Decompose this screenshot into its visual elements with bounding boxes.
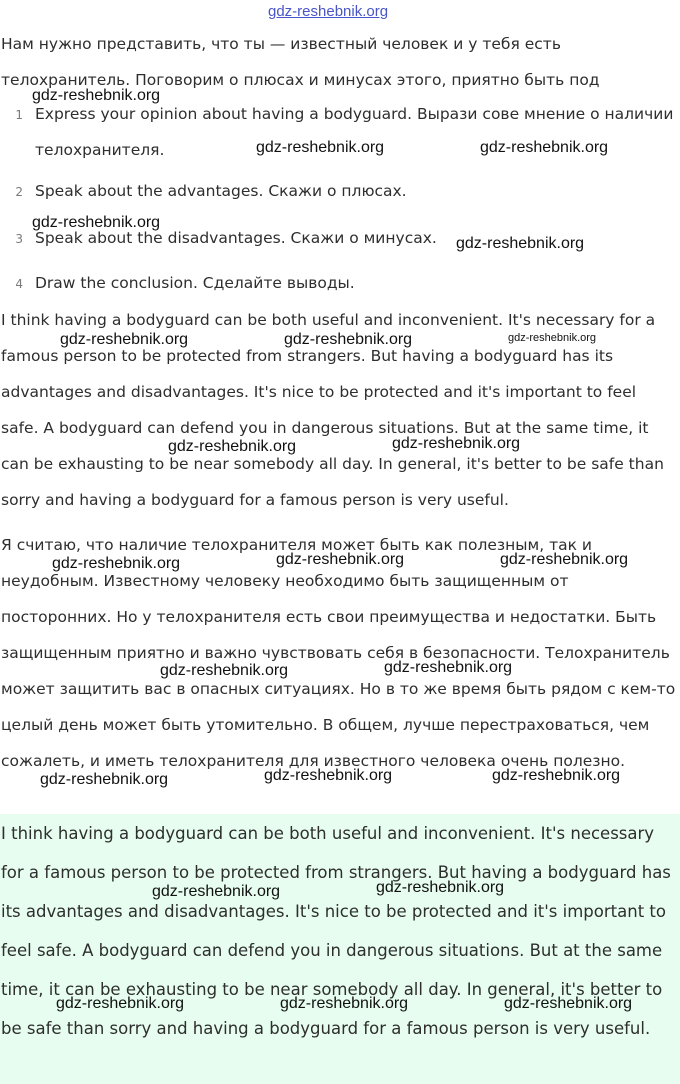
watermark: gdz-reshebnik.org: [256, 139, 385, 156]
task-number: 4: [15, 277, 23, 291]
watermark: gdz-reshebnik.org: [480, 139, 609, 156]
watermark: gdz-reshebnik.org: [280, 995, 409, 1012]
task-text: Express your opinion about having a bodyguard. Вырази сове мнение о наличии телохранителя.: [35, 105, 674, 159]
task-number: 3: [15, 232, 23, 246]
site-link[interactable]: gdz-reshebnik.org: [268, 3, 389, 20]
watermark: gdz-reshebnik.org: [56, 995, 185, 1012]
answer-russian: Я считаю, что наличие телохранителя может быть как полезным, так и неудобным. Известному человеку необходимо быть защищенным от посторонних. Но у телохранителя есть свои преимущества и недостатки. Быть защищенным приятно и важно чувствовать себя в безопасности. Телохранитель может защитить вас в опасных ситуациях. Но в то же время быть рядом с кем-то целый день может быть утомительно. В общем, лучше перестраховаться, чем сожалеть, и иметь телохранителя для известного человека очень полезно.: [1, 536, 676, 770]
watermark: gdz-reshebnik.org: [264, 767, 393, 784]
watermark: gdz-reshebnik.org: [32, 214, 161, 231]
watermark: gdz-reshebnik.org: [376, 879, 505, 896]
intro-text: Нам нужно представить, что ты — известный человек и у тебя есть телохранитель. Поговорим о плюсах и минусах этого, приятно быть под: [1, 35, 600, 89]
watermark: gdz-reshebnik.org: [384, 659, 513, 676]
watermark: gdz-reshebnik.org: [160, 662, 289, 679]
watermark: gdz-reshebnik.org: [168, 438, 297, 455]
watermark: gdz-reshebnik.org: [504, 995, 633, 1012]
task-text: Speak about the disadvantages. Скажи о минусах.: [35, 229, 437, 247]
watermark: gdz-reshebnik.org: [152, 883, 281, 900]
task-number: 1: [15, 108, 23, 122]
watermark: gdz-reshebnik.org: [508, 332, 597, 344]
watermark: gdz-reshebnik.org: [60, 331, 189, 348]
task-item: [0, 265, 680, 302]
task-item: [0, 173, 680, 210]
task-text: Speak about the advantages. Скажи о плюсах.: [35, 182, 407, 200]
watermark: gdz-reshebnik.org: [52, 555, 181, 572]
task-text: Draw the conclusion. Сделайте выводы.: [35, 274, 355, 292]
watermark: gdz-reshebnik.org: [500, 551, 629, 568]
task-list: [0, 96, 680, 302]
highlighted-answer-text: I think having a bodyguard can be both useful and inconvenient. It's necessary for a famous person to be protected from strangers. But having a bodyguard has its advantages and disadvantages. It's nice to be protected and it's important to feel safe. A bodyguard can defend you in dangerous situations. But at the same time, it can be exhausting to be near somebody all day. In general, it's better to be safe than sorry and having a bodyguard for a famous person is very useful.: [1, 824, 671, 1038]
watermark: gdz-reshebnik.org: [276, 551, 405, 568]
watermark: gdz-reshebnik.org: [456, 235, 585, 252]
highlighted-answer-box: [0, 814, 680, 1084]
watermark: gdz-reshebnik.org: [284, 331, 413, 348]
task-item: [0, 96, 680, 168]
watermark: gdz-reshebnik.org: [40, 771, 169, 788]
task-number: 2: [15, 185, 23, 199]
watermark: gdz-reshebnik.org: [32, 87, 161, 104]
watermark: gdz-reshebnik.org: [392, 435, 521, 452]
watermark: gdz-reshebnik.org: [492, 767, 621, 784]
answer-english: I think having a bodyguard can be both useful and inconvenient. It's necessary for a famous person to be protected from strangers. But having a bodyguard has its advantages and disadvantages. It's nice to be protected and it's important to feel safe. A bodyguard can defend you in dangerous situations. But at the same time, it can be exhausting to be near somebody all day. In general, it's better to be safe than sorry and having a bodyguard for a famous person is very useful.: [1, 311, 664, 509]
